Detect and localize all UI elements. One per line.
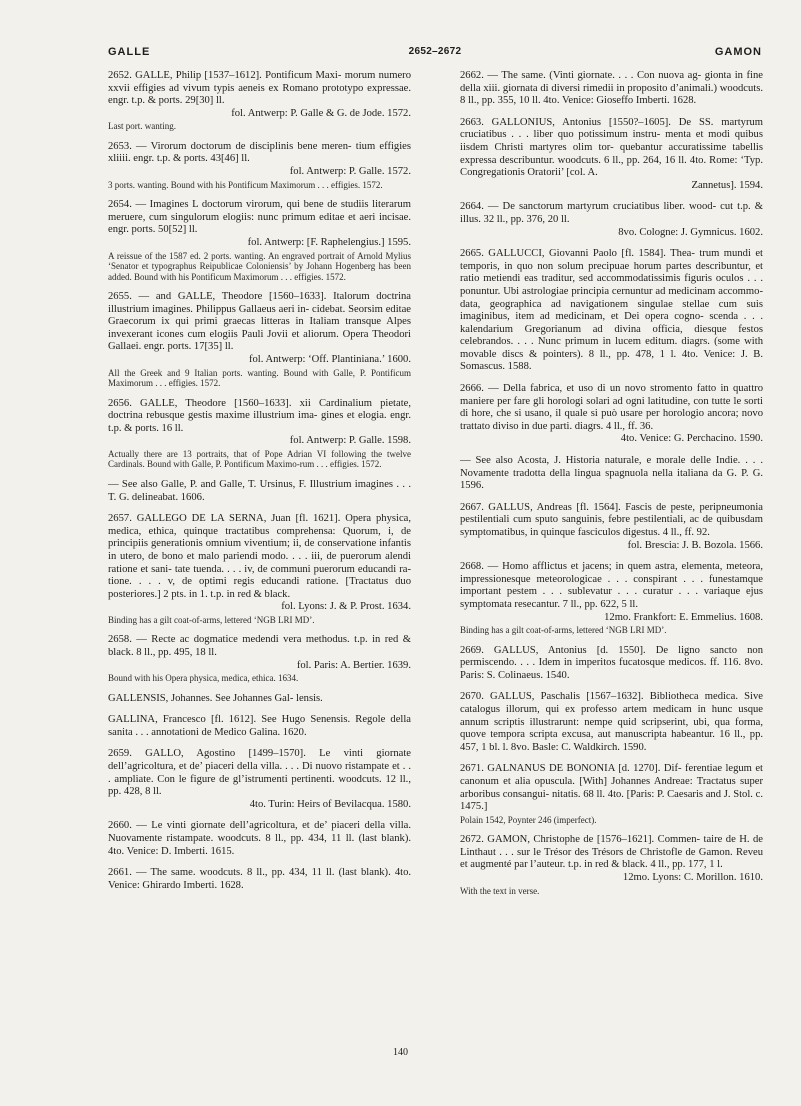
entry-note: Binding has a gilt coat-of-arms, lettered ‘NGB LRI MD’. [108,614,315,625]
entry-line: 2664. — De sanctorum martyrum cruciatibus liber. wood- [460,201,717,213]
entry-line: 2652. GALLE, Philip [1537–1612]. Pontificum Maxi- [108,70,342,81]
entry-line: pietate, doctrina rebusque gestis maxime illustrium ima- [108,397,411,422]
entry-line: duo posteriores.] 2 pts. in 1. t.p. in red & black. [108,576,411,600]
entry-line: fasciculos digestus. 4 ll., ff. 92. [577,527,710,538]
entry-line: lensis. [296,692,323,704]
entry-line: astrologiae principia cernuntur ad medicinam accommo- [522,285,763,297]
catalogue-entry [460,383,763,446]
entry-imprint: fol. Paris: A. Bertier. 1639. [296,659,411,671]
entry-line: medica. Sive catalogus illorum, qui ex professo artem [460,691,763,716]
entry-line: GALLINA, Francesco [fl. 1612]. See Hugo [108,714,306,726]
entry-line: non permiscendo. . . . Idem in imperitos fucatosque [460,644,763,669]
entry-line: si può usare per horologio ancora; novo trattato diviso in [460,408,763,432]
catalogue-entry [108,820,411,858]
entry-note: Polain 1542, Poynter 246 (imperfect). [460,814,597,825]
entry-line: medicos. ff. 116. 8vo. Paris: S. Colinaeus. 1540. [460,657,764,681]
entry-line: ii, de conservatione infantis in utero, de bono et malo [108,538,411,562]
left-column [108,70,411,901]
entry-line: delle Indie. . . . Novamente tradotta della lingua spagnuola [460,455,764,479]
entry-line: latitudine, con tutte le sorti di hore, che si usano, il quale [460,395,763,420]
catalogue-entry [108,634,411,683]
entry-imprint: fol. Brescia: J. B. Bozola. 1566. [627,539,763,551]
entry-line: medicam in hunc usque annum scriptis illustrarunt: [460,704,763,728]
entry-note: 3 ports. wanting. Bound with his Pontificum Maximorum . . . effigies. 1572. [108,179,383,190]
entry-line: 2658. — Recte ac dogmatice medendi vera methodus. [108,634,350,646]
entry-imprint: fol. Antwerp: P. Galle. 1572. [289,166,411,178]
entry-line: Christofle de Gamon. Reveu et augmenté par l’auteur. [460,846,764,871]
entry-line: gines et elogia. engr. t.p. & ports. 16 ll. [108,410,411,434]
entry-line: taire de H. de Linthaut . . . sur le Trésor des Trésors de [460,834,763,858]
entry-line: physica, medica, ethica, quinque tractatibus comprehensa: [108,513,411,537]
entry-note: Binding has a gilt coat-of-arms, lettered ‘NGB LRI MD’. [460,625,667,636]
catalogue-entry [108,714,411,739]
entry-imprint: 8vo. Cologne: J. Gymnicus. 1602. [618,226,763,238]
catalogue-entry [460,561,763,635]
entry-line: quebantur accuratissime tabellis expressa describuntur. [460,141,763,166]
entry-line: scenda . . . kalendarium Gregorianum ad divina officia, [460,311,764,335]
catalogue-entry [460,70,763,108]
entry-line: litteras in Italiam transque Alpes invexerant icones cum [108,316,411,340]
entry-line: 2665. GALLUCCI, Giovanni Paolo [fl. 1584]. Thea- [460,248,695,260]
catalogue-entry [460,645,763,683]
catalogue-entry [460,455,763,493]
entry-line: Galina. 1620. [249,726,307,738]
entry-imprint: 12mo. Lyons: C. Morillon. 1610. [622,872,763,884]
entry-line: curatur . . . variaque ejus symptomata resecantur. 7 ll., [460,586,764,610]
entry-line: cut t.p. & illus. 32 ll., pp. 376, 20 ll. [460,201,763,225]
entry-line: t.p. in red & black. 4 ll., pp. 177, 1 l. [567,859,723,871]
entry-line: — See also Acosta, J. Historia naturale, e morale [460,455,686,467]
entry-line: scripta excusa, aut manuscripta habeantur. 16 ll., pp. 457, [460,729,764,753]
entry-line: 2667. GALLUS, Andreas [fl. 1564]. Fascis de peste, [460,501,695,513]
entry-line: primum editae et aeri incisae. engr. ports. 50[52] ll. [108,211,412,236]
entry-line: 434, 11 ll. (last blank). 4to. Venice: D. Imberti. 1615. [108,833,411,857]
catalogue-entry [108,291,411,389]
entry-line: 4to. [Paris: P. Caesaris and J. Stol. c. 1475.] [460,788,763,813]
entry-line: nella italiana da G. P. G. 1596. [460,467,763,492]
entry-imprint: fol. Antwerp: P. Galle. 1598. [289,435,411,447]
entry-line: pp. 478, 1 l. 4to. Venice: J. B. Somascus. 1588. [460,348,763,373]
catalogue-entry [460,834,763,896]
page-number: 140 [393,1047,408,1058]
entry-line: data, geographica ad navigationem singulae stellae cum [460,298,738,310]
entry-line: Ursinus, F. Illustrium imagines . . . [259,478,411,490]
entry-line: 2660. — Le vinti giornate dell’agricoltura, et de’ piaceri [108,820,361,832]
header-center: 2652–2672 [408,46,462,57]
entry-line: 2669. GALLUS, Antonius [d. 1550]. De ligno sancto [460,644,738,656]
entry-line: 2666. — Della fabrica, et uso di un novo stromento fatto [460,383,717,395]
entry-line: trum mundi et temporis, in quo non solum precipuae [460,248,763,272]
entry-line: 2668. — Homo afflictus et jacens; in quem astra, elementa, [460,561,723,573]
entry-imprint: 4to. Turin: Heirs of Bevilacqua. 1580. [249,798,411,810]
right-column [460,70,763,905]
entry-line: diesque festos celebrandos. . . . Nunc primum in lucem [460,323,763,348]
entry-line: GALLENSIS, Johannes. See Johannes Gal- [108,692,294,704]
entry-note: Bound with his Opera physica, medica, ethica. 1634. [108,673,299,684]
entry-line: pertinenti. woodcuts. 12 ll., pp. 428, 8 ll. [108,773,411,798]
entry-line: 2671. GALNANUS DE BONONIA [d. 1270]. Dif- [460,763,682,775]
entry-note: Last port. wanting. [108,121,176,132]
entry-line: 2661. — The same. woodcuts. 8 ll., pp. 434, 11 ll. (last [108,867,357,879]
entry-line: Romano prototypo expressae. engr. t.p. & ports. 29[30] ll. [108,82,411,107]
entry-line: editum. diagrs. (some with movable discs & pointers). 8 ll., [460,336,763,360]
entry-line: 2656. GALLE, Theodore [1560–1633]. xii Cardinalium [108,397,372,409]
catalogue-entry [108,867,411,892]
catalogue-entry [108,479,411,504]
entry-line: tium effigies xliiii. engr. t.p. & ports. 43[46] ll. [108,140,411,165]
entry-line: menta et modi quibus iisdem Christi martyres olim tor- [460,129,763,153]
catalogue-entry [108,513,411,625]
entry-line: 2659. GALLO, Agostino [1499–1570]. Le vinti giornate [108,748,411,760]
catalogue-entry [108,693,411,706]
entry-line: sed accommodatissimis figuris oculos . . . ponuntur. Ubi [460,273,764,297]
entry-line: . . . funestamque important pestem . . . sublevatur . . . [460,573,763,598]
entry-note: Actually there are 13 portraits, that of Pope Adrian VI following the twelve Cardinals. Bound with Galle, P. Pontificum Maximo-rum . . . effigies. 1572. [108,448,411,470]
entry-line: morum numero xxvii effigies ad vivum typis aeneis ex [108,70,411,94]
catalogue-entry [460,502,763,552]
entry-line: ristampate et . . . ampliate. Con le figure de gl’istrumenti [108,761,411,785]
catalogue-entry [460,117,763,193]
entry-line: suis imaginibus, item ad medicinam, et Dei opera cogno- [460,298,763,323]
entry-line: tione. . . . v, de optimi regis educandi ratione. [Tractatus [108,576,389,588]
entry-line: gionta in fine della xiii. giornata di diversi rimedii in [460,70,763,94]
entry-line: 2672. GAMON, Christophe de [1576–1621]. Commen- [460,834,701,846]
entry-note: A reissue of the 1587 ed. 2 ports. wanting. An engraved portrait of Arnold Mylius ‘Senator et typographus Reipublicae Coloniensis’ by Johann Hogenberg has been added. Bound with his Pontificum Maximorum . . . effigies. 1572. [108,250,411,282]
entry-line: 2654. — Imagines L doctorum virorum, qui bene de [108,199,338,211]
entry-imprint: fol. Antwerp: P. Galle & G. de Jode. 1572. [231,107,411,119]
entry-line: doctrina illustrium imagines. Philippus Gallaeus aeri in- [108,291,412,315]
entry-line: Quorum, i, de principiis generationis omnium viventium; [108,525,411,550]
entry-line: blank). 4to. Venice: Ghirardo Imberti. 1628. [108,867,412,891]
entry-imprint: 12mo. Frankfort: E. Emmelius. 1608. [604,611,763,623]
entry-line: Senensis. Regole della sanita . . . annotationi de Medico [108,714,411,738]
entry-line: in quattro maniere per fare gli horologi solari ad ogni [460,383,763,407]
entry-imprint: fol. Antwerp: [F. Raphelengius.] 1595. [247,236,411,248]
entry-line: t.p. in red & black. 8 ll., pp. 495, 18 ll. [108,634,411,658]
entry-line: 4to. Venice: Gioseffo Imberti. 1628. [543,95,697,107]
catalogue-entry [108,199,411,282]
entry-line: 2670. GALLUS, Paschalis [1567–1632]. Bibliotheca [460,691,699,703]
catalogue-entry [108,748,411,811]
entry-line: ferentiae legum et canonum et alia opuscula. [With] [460,763,763,787]
catalogue-entry [108,141,411,190]
entry-line: 2657. GALLEGO DE LA SERNA, Juan [fl. 1621]. Opera [108,513,372,525]
entry-line: T. G. delineabat. 1606. [108,491,205,503]
catalogue-entry [460,691,763,754]
entry-line: proposito d’animali.) woodcuts. 8 ll., pp. 355, 10 ll. [460,82,763,107]
catalogue-entry [108,70,411,132]
entry-note: All the Greek and 9 Italian ports. wanting. Bound with Galle, P. Pontificum Maximorum . . . effigies. 1572. [108,367,411,389]
entry-imprint: Zannetus]. 1594. [691,179,763,191]
entry-line: 2663. GALLONIUS, Antonius [1550?–1605]. De SS. [460,116,714,128]
entry-line: due parti. diagrs. 4 ll., ff. 36. [532,420,654,432]
entry-line: pestilentiali, ac de quibusdam symptomatibus, in quinque [460,514,763,538]
entry-imprint: fol. Antwerp: ‘Off. Plantiniana.’ 1600. [248,354,411,365]
header-left: GALLE [108,46,151,58]
entry-line: dell’agricoltura, et de’ piaceri della villa. . . . Di nuovo [108,761,343,773]
catalogue-entry [108,398,411,470]
entry-line: Johannes Andreae: Tractatus super arboribus consangui- [460,776,764,800]
entry-line: 2662. — The same. (Vinti giornate. . . . Con nuova ag- [460,70,702,81]
entry-line: nitatis. 68 ll. [551,788,606,800]
entry-line: tate tuenda. . . . iv, de communi puerorum educandi ra- [174,563,411,575]
entry-line: horum partes describuntur, et ratio metiendi eas traditur, [460,260,763,285]
entry-line: elogiis Pauli Jovii et aliorum. Opera Theodori Gallaei. [108,328,411,353]
entry-line: 2655. — and GALLE, Theodore [1560–1633]. Italorum [108,291,370,303]
running-header [108,46,762,62]
entry-line: pariendi modo. . . . iii, de puerorum alendi ratione et sani- [108,550,411,575]
entry-note: With the text in verse. [460,885,540,896]
entry-line: peripneumonia pestilentiali cum sputo sanguinis, febre [460,501,763,526]
entry-line: cidebat. Seorsim editae Graecorum ix qui primi graecas [108,303,412,328]
entry-imprint: 4to. Venice: G. Perchacino. 1590. [620,433,763,445]
entry-line: pp. 622, 5 ll. [584,598,639,610]
entry-line: 4to. Rome: ‘Typ. Congregationis Oratorii’ [col. A. [460,154,764,179]
catalogue-entry [460,201,763,239]
entry-line: nempe quid scripserint, ubi, qua forma, quove tempora [460,716,763,741]
catalogue-entry [460,248,763,374]
entry-imprint: fol. Lyons: J. & P. Prost. 1634. [281,601,411,613]
entry-line: 2653. — Virorum doctorum de disciplinis bene meren- [108,140,352,152]
catalogue-entry [460,763,763,825]
entry-line: martyrum cruciatibus . . . liber quo potissimum instru- [460,116,764,141]
entry-line: engr. ports. 17[35] ll. [143,341,234,353]
header-right: GAMON [714,46,762,58]
entry-line: 1 bl. l. 8vo. Basle: C. Waldkirch. 1590. [481,741,647,753]
entry-line: — See also Galle, P. and Galle, T. [108,478,257,490]
entry-line: woodcuts. 6 ll., pp. 264, 16 ll. [557,154,687,166]
entry-line: della villa. Nuovamente ristampate. woodcuts. 8 ll., pp. [108,820,411,845]
entry-line: studiis literarum meruere, cum singulorum elogiis: nunc [108,199,411,223]
entry-line: meteora, impressionesque meteorologicae . . . conspirant [460,561,763,585]
